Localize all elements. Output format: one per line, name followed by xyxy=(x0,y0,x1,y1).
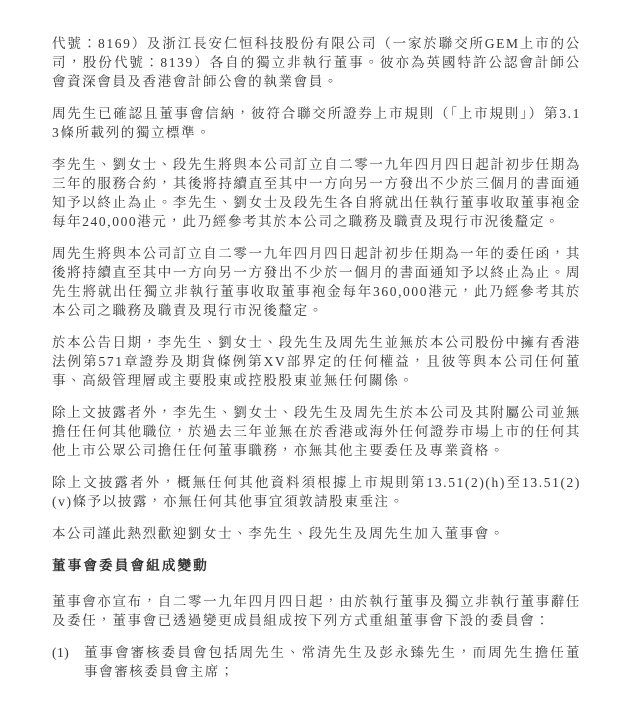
paragraph: 除上文披露者外，李先生、劉女士、段先生及周先生於本公司及其附屬公司並無擔任任何其他職位，於過去三年並無在於香港或海外任何證券市場上市的任何其他上市公眾公司擔任任何董事職務，亦無其他主要委任及專業資格。 xyxy=(52,405,581,458)
paragraph: 周先生已確認且董事會信納，彼符合聯交所證券上市規則（「上市規則」）第3.13條所載列的獨立標準。 xyxy=(52,106,581,140)
paragraph: 代號：8169）及浙江長安仁恒科技股份有限公司（一家於聯交所GEM上市的公司，股份代號：8139）各自的獨立非執行董事。彼亦為英國特許公認會計師公會資深會員及香港會計師公會的執業會員。 xyxy=(52,36,581,89)
list-item-text: 董事會審核委員會包括周先生、常清先生及彭永臻先生，而周先生擔任董事會審核委員會主席； xyxy=(84,645,581,679)
paragraph: 李先生、劉女士、段先生將與本公司訂立自二零一九年四月四日起計初步任期為三年的服務合約，其後將持續直至其中一方向另一方發出不少於三個月的書面通知予以終止為止。李先生、劉女士及段先生各自將就出任執行董事收取董事袍金每年240,000港元，此乃經參考其於本公司之職務及職責及現行市況後釐定。 xyxy=(52,157,581,229)
list-item xyxy=(52,643,581,681)
paragraph: 本公司謹此熱烈歡迎劉女士、李先生、段先生及周先生加入董事會。 xyxy=(52,526,505,541)
section-heading: 董事會委員會組成變動 xyxy=(52,558,209,573)
paragraph: 董事會亦宣布，自二零一九年四月四日起，由於執行董事及獨立非執行董事辭任及委任，董事會已透過變更成員組成按下列方式重組董事會下設的委員會： xyxy=(52,594,581,628)
paragraph: 於本公告日期，李先生、劉女士、段先生及周先生並無於本公司股份中擁有香港法例第571章證券及期貨條例第XV部界定的任何權益，且彼等與本公司任何董事、高級管理層或主要股東或控股股東並無任何關係。 xyxy=(52,335,581,388)
paragraph: 除上文披露者外，概無任何其他資料須根據上市規則第13.51(2)(h)至13.51(2)(v)條予以披露，亦無任何其他事宜須敦請股東垂注。 xyxy=(52,475,581,509)
list-item-number: (1) xyxy=(52,645,70,660)
paragraph: 周先生將與本公司訂立自二零一九年四月四日起計初步任期為一年的委任函，其後將持續直至其中一方向另一方發出不少於一個月的書面通知予以終止為止。周先生將就出任獨立非執行董事收取董事袍金每年360,000港元，此乃經參考其於本公司之職務及職責及現行市況後釐定。 xyxy=(52,246,581,318)
